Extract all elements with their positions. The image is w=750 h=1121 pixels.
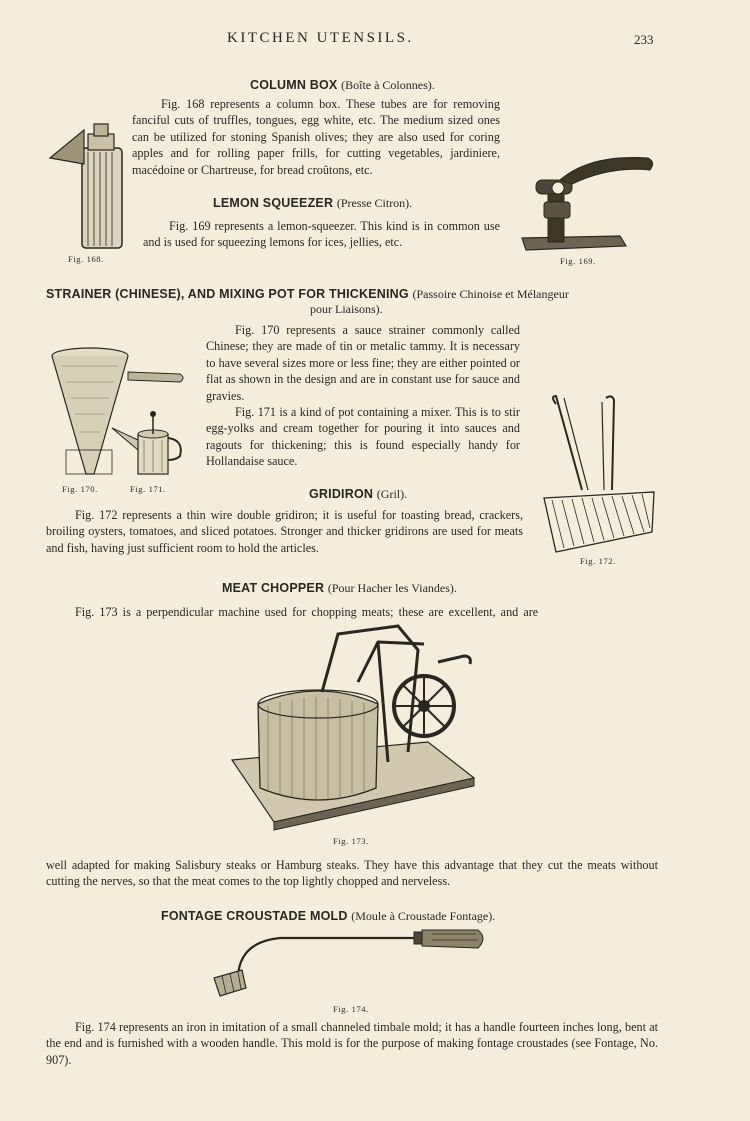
fontage-paragraph: Fig. 174 represents an iron in imitation of a small channeled timbale mold; it has a handle fourteen inches long, bent at the end and is furnished with a wooden handle. This mold is for the purpose of making fontage croustades (see Fontage, No. 907).: [46, 1020, 658, 1067]
meat-chopper-paragraph-after: well adapted for making Salisbury steaks or Hamburg steaks. They have this advantage that they cut the meats without cutting the nerves, so that the meat comes to the top lightly chopped and nerveless.: [46, 858, 658, 889]
meat-chopper-heading: MEAT CHOPPER (Pour Hacher les Viandes).: [222, 581, 457, 595]
caption-fig-171: Fig. 171.: [130, 484, 166, 494]
strainer-heading: STRAINER (CHINESE), AND MIXING POT FOR THICKENING (Passoire Chinoise et Mélangeur: [46, 287, 569, 301]
strainer-paragraph-fig-171: Fig. 171 is a kind of pot containing a mixer. This is to stir egg-yolks and cream together for pouring it into sauces and ragouts for thickening; this is found especially handy for Hollandaise sauce.: [206, 405, 520, 469]
page-number: 233: [634, 32, 654, 47]
column-box-paragraph: Fig. 168 represents a column box. These tubes are for removing fanciful cuts of truffles, tongues, egg white, etc. The medium sized ones can be utilized for stoning Spanish olives; they are also used for coring apples and for rolling paper frills, for cutting vegetables, jardiniere, macédoine or Chartreuse, for bread croûtons, etc.: [132, 97, 500, 177]
strainer-paragraph-fig-170: Fig. 170 represents a sauce strainer commonly called Chinese; they are made of tin or metalic tammy. It is necessary to have several sizes more or less fine; they are either pointed or flat as shown in the design and are in constant use for sauce and gravies.: [206, 323, 520, 403]
fig-172-gridiron-illustration: [542, 394, 658, 556]
gridiron-heading: GRIDIRON (Gril).: [309, 487, 408, 501]
gridiron-paragraph: Fig. 172 represents a thin wire double gridiron; it is useful for toasting bread, crackers, broiling oysters, tomatoes, and sliced potatoes. Stronger and thicker gridirons are used for meats and fish, having just sufficient room to hold the articles.: [46, 508, 523, 555]
column-box-heading: COLUMN BOX (Boîte à Colonnes).: [250, 78, 435, 92]
lemon-squeezer-heading: LEMON SQUEEZER (Presse Citron).: [213, 196, 413, 210]
fontage-heading: FONTAGE CROUSTADE MOLD (Moule à Croustade Fontage).: [161, 909, 496, 923]
caption-fig-169: Fig. 169.: [560, 256, 596, 266]
lemon-squeezer-paragraph: Fig. 169 represents a lemon-squeezer. This kind is in common use and is used for squeezing lemons for ices, jellies, etc.: [143, 219, 500, 250]
caption-fig-170: Fig. 170.: [62, 484, 98, 494]
meat-chopper-paragraph-before: Fig. 173 is a perpendicular machine used for chopping meats; these are excellent, and are: [75, 605, 539, 619]
strainer-heading-line2: pour Liaisons).: [310, 302, 383, 316]
fig-171-mixing-pot-illustration: [110, 410, 190, 478]
fig-173-meat-chopper-illustration: [228, 622, 478, 830]
fig-169-lemon-squeezer-illustration: [520, 150, 660, 254]
float-spacer: [46, 112, 132, 198]
caption-fig-174: Fig. 174.: [333, 1004, 369, 1014]
caption-fig-168: Fig. 168.: [68, 254, 104, 264]
caption-fig-172: Fig. 172.: [580, 556, 616, 566]
fig-174-croustade-mold-illustration: [210, 926, 490, 1000]
running-header: KITCHEN UTENSILS.: [227, 30, 414, 46]
caption-fig-173: Fig. 173.: [333, 836, 369, 846]
